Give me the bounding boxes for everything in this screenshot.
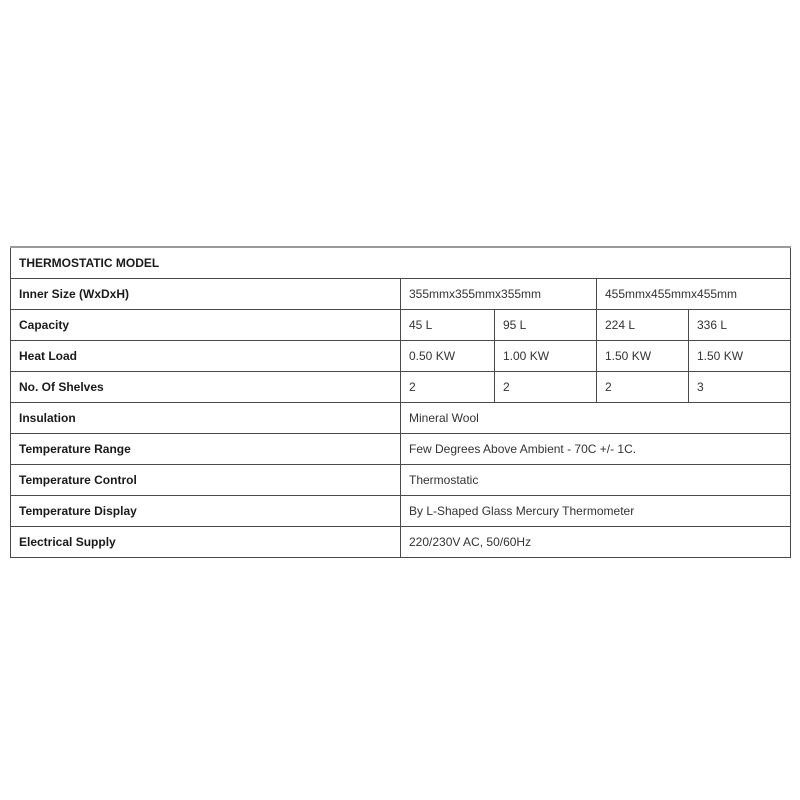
cell-value: 355mmx355mmx355mm — [401, 279, 597, 310]
cell-value: 455mmx455mmx455mm — [597, 279, 791, 310]
cell-value: Thermostatic — [401, 465, 791, 496]
table-row-inner-size — [11, 279, 791, 310]
row-label: Temperature Range — [11, 434, 401, 465]
spec-table — [10, 246, 791, 558]
row-label: Temperature Display — [11, 496, 401, 527]
row-label: Insulation — [11, 403, 401, 434]
cell-value: 1.50 KW — [597, 341, 689, 372]
row-label: Inner Size (WxDxH) — [11, 279, 401, 310]
cell-value: 1.50 KW — [689, 341, 791, 372]
table-row-capacity — [11, 310, 791, 341]
table-row-shelves — [11, 372, 791, 403]
cell-value: 1.00 KW — [495, 341, 597, 372]
cell-value: Mineral Wool — [401, 403, 791, 434]
cell-value: 220/230V AC, 50/60Hz — [401, 527, 791, 558]
table-row-insulation — [11, 403, 791, 434]
cell-value: 95 L — [495, 310, 597, 341]
table-title-row — [11, 247, 791, 279]
cell-value: 3 — [689, 372, 791, 403]
table-row-electrical — [11, 527, 791, 558]
cell-value: 0.50 KW — [401, 341, 495, 372]
cell-value: 2 — [597, 372, 689, 403]
row-label: No. Of Shelves — [11, 372, 401, 403]
table-row-temp-range — [11, 434, 791, 465]
table-title: THERMOSTATIC MODEL — [11, 247, 791, 279]
row-label: Capacity — [11, 310, 401, 341]
cell-value: 2 — [495, 372, 597, 403]
cell-value: Few Degrees Above Ambient - 70C +/- 1C. — [401, 434, 791, 465]
row-label: Temperature Control — [11, 465, 401, 496]
row-label: Electrical Supply — [11, 527, 401, 558]
table-row-temp-control — [11, 465, 791, 496]
cell-value: 336 L — [689, 310, 791, 341]
cell-value: 224 L — [597, 310, 689, 341]
cell-value: 2 — [401, 372, 495, 403]
table-row-heat-load — [11, 341, 791, 372]
cell-value: 45 L — [401, 310, 495, 341]
cell-value: By L-Shaped Glass Mercury Thermometer — [401, 496, 791, 527]
table-row-temp-display — [11, 496, 791, 527]
row-label: Heat Load — [11, 341, 401, 372]
